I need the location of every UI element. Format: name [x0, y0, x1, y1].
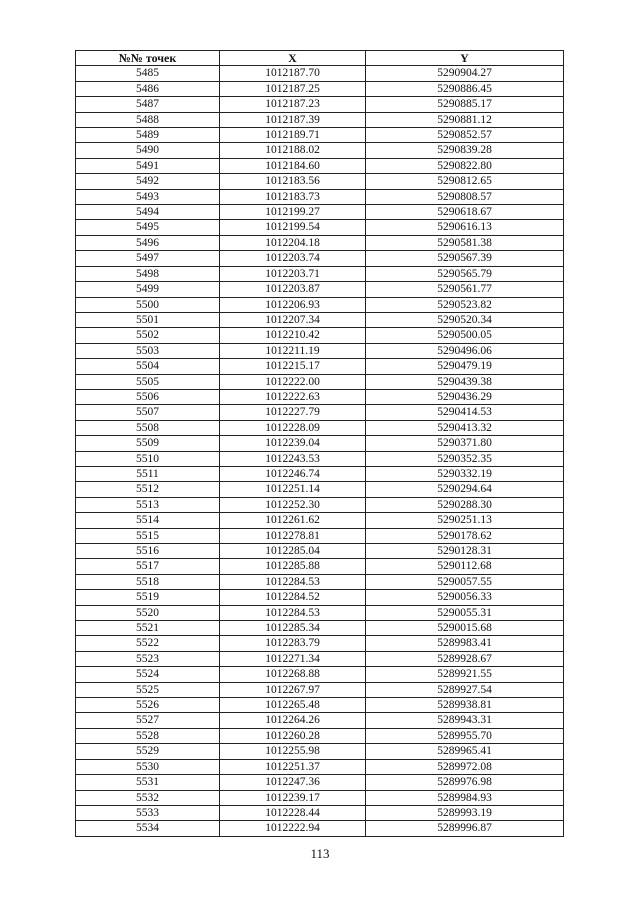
y-cell: 5290178.62	[366, 528, 564, 543]
point-number-cell: 5517	[76, 559, 220, 574]
y-cell: 5290885.17	[366, 97, 564, 112]
point-number-cell: 5506	[76, 389, 220, 404]
x-cell: 1012284.53	[220, 574, 366, 589]
x-cell: 1012251.37	[220, 759, 366, 774]
y-cell: 5290881.12	[366, 112, 564, 127]
y-cell: 5290618.67	[366, 205, 564, 220]
point-number-cell: 5495	[76, 220, 220, 235]
x-cell: 1012285.04	[220, 544, 366, 559]
point-number-cell: 5503	[76, 343, 220, 358]
table-row	[76, 266, 564, 281]
point-number-cell: 5520	[76, 605, 220, 620]
point-number-cell: 5525	[76, 682, 220, 697]
y-cell: 5290371.80	[366, 436, 564, 451]
x-cell: 1012283.79	[220, 636, 366, 651]
x-cell: 1012261.62	[220, 513, 366, 528]
point-number-cell: 5516	[76, 544, 220, 559]
point-number-cell: 5518	[76, 574, 220, 589]
y-cell: 5290839.28	[366, 143, 564, 158]
table-row	[76, 328, 564, 343]
header-y: Y	[366, 51, 564, 66]
point-number-cell: 5496	[76, 235, 220, 250]
point-number-cell: 5485	[76, 66, 220, 81]
point-number-cell: 5528	[76, 728, 220, 743]
y-cell: 5289955.70	[366, 728, 564, 743]
y-cell: 5289996.87	[366, 821, 564, 836]
table-row	[76, 605, 564, 620]
table-row	[76, 389, 564, 404]
table-row	[76, 821, 564, 836]
x-cell: 1012284.53	[220, 605, 366, 620]
y-cell: 5289984.93	[366, 790, 564, 805]
point-number-cell: 5497	[76, 251, 220, 266]
x-cell: 1012285.88	[220, 559, 366, 574]
table-row	[76, 682, 564, 697]
table-row	[76, 297, 564, 312]
table-row	[76, 251, 564, 266]
point-number-cell: 5519	[76, 590, 220, 605]
table-row	[76, 744, 564, 759]
point-number-cell: 5505	[76, 374, 220, 389]
table-row	[76, 112, 564, 127]
y-cell: 5290439.38	[366, 374, 564, 389]
x-cell: 1012215.17	[220, 359, 366, 374]
y-cell: 5290251.13	[366, 513, 564, 528]
table-row	[76, 220, 564, 235]
y-cell: 5290500.05	[366, 328, 564, 343]
table-row	[76, 759, 564, 774]
y-cell: 5290056.33	[366, 590, 564, 605]
table-row	[76, 235, 564, 250]
x-cell: 1012204.18	[220, 235, 366, 250]
point-number-cell: 5501	[76, 312, 220, 327]
y-cell: 5289927.54	[366, 682, 564, 697]
y-cell: 5290808.57	[366, 189, 564, 204]
y-cell: 5290414.53	[366, 405, 564, 420]
x-cell: 1012222.63	[220, 389, 366, 404]
x-cell: 1012199.27	[220, 205, 366, 220]
y-cell: 5290520.34	[366, 312, 564, 327]
point-number-cell: 5502	[76, 328, 220, 343]
point-number-cell: 5534	[76, 821, 220, 836]
table-row	[76, 636, 564, 651]
y-cell: 5289943.31	[366, 713, 564, 728]
table-row	[76, 621, 564, 636]
table-row	[76, 775, 564, 790]
y-cell: 5290581.38	[366, 235, 564, 250]
table-row	[76, 805, 564, 820]
y-cell: 5289938.81	[366, 698, 564, 713]
table-row	[76, 436, 564, 451]
point-number-cell: 5533	[76, 805, 220, 820]
table-row	[76, 143, 564, 158]
y-cell: 5290616.13	[366, 220, 564, 235]
point-number-cell: 5489	[76, 128, 220, 143]
header-x: X	[220, 51, 366, 66]
point-number-cell: 5493	[76, 189, 220, 204]
table-row	[76, 590, 564, 605]
y-cell: 5290128.31	[366, 544, 564, 559]
point-number-cell: 5498	[76, 266, 220, 281]
table-row	[76, 359, 564, 374]
point-number-cell: 5491	[76, 158, 220, 173]
point-number-cell: 5486	[76, 81, 220, 96]
x-cell: 1012255.98	[220, 744, 366, 759]
table-row	[76, 698, 564, 713]
x-cell: 1012239.04	[220, 436, 366, 451]
point-number-cell: 5515	[76, 528, 220, 543]
x-cell: 1012187.39	[220, 112, 366, 127]
table-body	[76, 66, 564, 836]
table-row	[76, 482, 564, 497]
table-row	[76, 420, 564, 435]
x-cell: 1012203.74	[220, 251, 366, 266]
x-cell: 1012187.25	[220, 81, 366, 96]
point-number-cell: 5524	[76, 667, 220, 682]
table-row	[76, 574, 564, 589]
point-number-cell: 5513	[76, 497, 220, 512]
point-number-cell: 5532	[76, 790, 220, 805]
x-cell: 1012228.44	[220, 805, 366, 820]
x-cell: 1012187.23	[220, 97, 366, 112]
point-number-cell: 5530	[76, 759, 220, 774]
x-cell: 1012199.54	[220, 220, 366, 235]
point-number-cell: 5492	[76, 174, 220, 189]
table-header-row	[76, 51, 564, 66]
x-cell: 1012188.02	[220, 143, 366, 158]
point-number-cell: 5488	[76, 112, 220, 127]
point-number-cell: 5514	[76, 513, 220, 528]
table-row	[76, 559, 564, 574]
table-row	[76, 205, 564, 220]
x-cell: 1012239.17	[220, 790, 366, 805]
x-cell: 1012183.56	[220, 174, 366, 189]
point-number-cell: 5522	[76, 636, 220, 651]
point-number-cell: 5529	[76, 744, 220, 759]
table-row	[76, 713, 564, 728]
y-cell: 5290055.31	[366, 605, 564, 620]
point-number-cell: 5500	[76, 297, 220, 312]
point-number-cell: 5510	[76, 451, 220, 466]
table-row	[76, 343, 564, 358]
point-number-cell: 5521	[76, 621, 220, 636]
x-cell: 1012252.30	[220, 497, 366, 512]
y-cell: 5289928.67	[366, 651, 564, 666]
x-cell: 1012247.36	[220, 775, 366, 790]
table-row	[76, 312, 564, 327]
y-cell: 5290015.68	[366, 621, 564, 636]
table-row	[76, 544, 564, 559]
point-number-cell: 5487	[76, 97, 220, 112]
x-cell: 1012222.94	[220, 821, 366, 836]
table-row	[76, 158, 564, 173]
table-row	[76, 374, 564, 389]
x-cell: 1012278.81	[220, 528, 366, 543]
table-row	[76, 282, 564, 297]
x-cell: 1012285.34	[220, 621, 366, 636]
y-cell: 5290413.32	[366, 420, 564, 435]
table-row	[76, 405, 564, 420]
y-cell: 5290294.64	[366, 482, 564, 497]
table-row	[76, 790, 564, 805]
y-cell: 5290352.35	[366, 451, 564, 466]
table-row	[76, 128, 564, 143]
y-cell: 5289983.41	[366, 636, 564, 651]
x-cell: 1012228.09	[220, 420, 366, 435]
table-row	[76, 528, 564, 543]
point-number-cell: 5527	[76, 713, 220, 728]
point-number-cell: 5504	[76, 359, 220, 374]
y-cell: 5289972.08	[366, 759, 564, 774]
point-number-cell: 5531	[76, 775, 220, 790]
x-cell: 1012267.97	[220, 682, 366, 697]
x-cell: 1012260.28	[220, 728, 366, 743]
x-cell: 1012284.52	[220, 590, 366, 605]
point-number-cell: 5507	[76, 405, 220, 420]
x-cell: 1012203.71	[220, 266, 366, 281]
y-cell: 5290812.65	[366, 174, 564, 189]
y-cell: 5289993.19	[366, 805, 564, 820]
table-row	[76, 466, 564, 481]
y-cell: 5290332.19	[366, 466, 564, 481]
x-cell: 1012264.26	[220, 713, 366, 728]
point-number-cell: 5509	[76, 436, 220, 451]
point-number-cell: 5512	[76, 482, 220, 497]
y-cell: 5290565.79	[366, 266, 564, 281]
x-cell: 1012187.70	[220, 66, 366, 81]
x-cell: 1012246.74	[220, 466, 366, 481]
y-cell: 5290436.29	[366, 389, 564, 404]
x-cell: 1012207.34	[220, 312, 366, 327]
table-row	[76, 97, 564, 112]
x-cell: 1012183.73	[220, 189, 366, 204]
x-cell: 1012189.71	[220, 128, 366, 143]
point-number-cell: 5511	[76, 466, 220, 481]
table-row	[76, 728, 564, 743]
y-cell: 5290479.19	[366, 359, 564, 374]
point-number-cell: 5526	[76, 698, 220, 713]
table-row	[76, 667, 564, 682]
x-cell: 1012265.48	[220, 698, 366, 713]
table-row	[76, 451, 564, 466]
x-cell: 1012271.34	[220, 651, 366, 666]
point-number-cell: 5523	[76, 651, 220, 666]
table-row	[76, 513, 564, 528]
table-row	[76, 66, 564, 81]
y-cell: 5289965.41	[366, 744, 564, 759]
y-cell: 5290561.77	[366, 282, 564, 297]
y-cell: 5290057.55	[366, 574, 564, 589]
point-number-cell: 5490	[76, 143, 220, 158]
y-cell: 5290904.27	[366, 66, 564, 81]
x-cell: 1012251.14	[220, 482, 366, 497]
x-cell: 1012203.87	[220, 282, 366, 297]
header-point-number: №№ точек	[76, 51, 220, 66]
point-number-cell: 5494	[76, 205, 220, 220]
y-cell: 5290288.30	[366, 497, 564, 512]
y-cell: 5290822.80	[366, 158, 564, 173]
point-number-cell: 5508	[76, 420, 220, 435]
table-row	[76, 81, 564, 96]
x-cell: 1012227.79	[220, 405, 366, 420]
y-cell: 5289921.55	[366, 667, 564, 682]
y-cell: 5290496.06	[366, 343, 564, 358]
y-cell: 5290112.68	[366, 559, 564, 574]
x-cell: 1012184.60	[220, 158, 366, 173]
y-cell: 5289976.98	[366, 775, 564, 790]
y-cell: 5290852.57	[366, 128, 564, 143]
y-cell: 5290886.45	[366, 81, 564, 96]
table-row	[76, 651, 564, 666]
table-row	[76, 497, 564, 512]
point-number-cell: 5499	[76, 282, 220, 297]
table-row	[76, 189, 564, 204]
x-cell: 1012268.88	[220, 667, 366, 682]
y-cell: 5290567.39	[366, 251, 564, 266]
x-cell: 1012211.19	[220, 343, 366, 358]
x-cell: 1012243.53	[220, 451, 366, 466]
x-cell: 1012222.00	[220, 374, 366, 389]
x-cell: 1012206.93	[220, 297, 366, 312]
page-number: 113	[310, 846, 330, 861]
x-cell: 1012210.42	[220, 328, 366, 343]
y-cell: 5290523.82	[366, 297, 564, 312]
coordinates-table	[75, 50, 564, 837]
table-row	[76, 174, 564, 189]
